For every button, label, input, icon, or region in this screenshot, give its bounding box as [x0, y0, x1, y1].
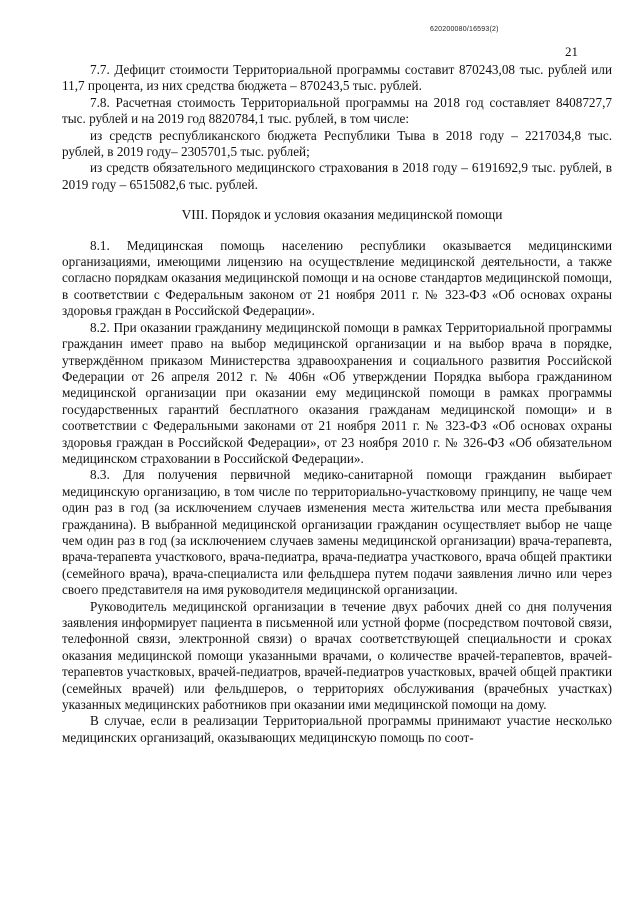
- paragraph-8-1: 8.1. Медицинская помощь населению республики оказывается медицинскими организациями, имеющими лицензию на осуществление медицинской деятельности, а также согласно порядкам оказания медицинской помощи и на основе стандартов медицинской помощи, в соответствии с Федеральным законом от 21 ноября 2011 г. № 323-ФЗ «Об основах охраны здоровья граждан в Российской Федерации».: [62, 237, 612, 319]
- paragraph-8-3: 8.3. Для получения первичной медико-санитарной помощи гражданин выбирает медицинскую организацию, в том числе по территориально-участковому принципу, не чаще чем один раз в год (за исключением случаев изменения места жительства или места пребывания гражданина). В выбранной медицинской организации гражданин осуществляет выбор не чаще чем один раз в год (за исключением случаев замены медицинской организации) врача-терапевта, врача-терапевта участкового, врача-педиатра, врача-педиатра участкового, врача общей практики (семейного врача), врача-специалиста или фельдшера путем подачи заявления лично или через своего представителя на имя руководителя медицинской организации.: [62, 467, 612, 598]
- section-heading-viii: VIII. Порядок и условия оказания медицинской помощи: [181, 207, 503, 223]
- paragraph-8-2: 8.2. При оказании гражданину медицинской помощи в рамках Территориальной программы гражданин имеет право на выбор медицинской организации и на выбор врача в порядке, утверждённом приказом Министерства здравоохранения и социального развития Российской Федерации от 26 апреля 2012 г. № 406н «Об утверждении Порядка выбора гражданином медицинской организации при оказании ему медицинской помощи в рамках программы государственных гарантий бесплатного оказания гражданам медицинской помощи» и в соответствии с Федеральными законами от 21 ноября 2011 г. № 323-ФЗ «Об основах охраны здоровья граждан в Российской Федерации», от 23 ноября 2010 г. № 326-ФЗ «Об обязательном медицинском страховании в Российской Федерации».: [62, 319, 612, 466]
- paragraph-insurance-funds: из средств обязательного медицинского страхования в 2018 году – 6191692,9 тыс. рублей, в 2019 году – 6515082,6 тыс. рублей.: [62, 160, 612, 192]
- document-id: 620200080/16593(2): [430, 26, 499, 33]
- page-number: 21: [565, 44, 578, 59]
- document-body: [62, 62, 612, 746]
- paragraph-head-informs: Руководитель медицинской организации в течение двух рабочих дней со дня получения заявления информирует пациента в письменной или устной форме (посредством почтовой связи, телефонной связи, электронной связи) о врачах соответствующей специальности и сроках оказания медицинской помощи указанными врачами, о количестве врачей-терапевтов, врачей-терапевтов участковых, врачей-педиатров, врачей-педиатров участковых, врачей общей практики (семейных врачей) или фельдшеров, о территориях обслуживания (врачебных участках) указанных медицинских работников при оказании ими медицинской помощи на дому.: [62, 598, 612, 713]
- paragraph-multiple-orgs: В случае, если в реализации Территориальной программы принимают участие несколько медицинских организаций, оказывающих медицинскую помощь по соот-: [62, 713, 612, 745]
- paragraph-7-7: 7.7. Дефицит стоимости Территориальной программы составит 870243,08 тыс. рублей или 11,7 процента, из них средства бюджета – 870243,5 тыс. рублей.: [62, 62, 612, 94]
- paragraph-republic-budget: из средств республиканского бюджета Республики Тыва в 2018 году – 2217034,8 тыс. рублей, в 2019 году– 2305701,5 тыс. рублей;: [62, 127, 612, 160]
- paragraph-7-8: 7.8. Расчетная стоимость Территориальной программы на 2018 год составляет 8408727,7 тыс. рублей и на 2019 год 8820784,1 тыс. рублей, в том числе:: [62, 94, 612, 127]
